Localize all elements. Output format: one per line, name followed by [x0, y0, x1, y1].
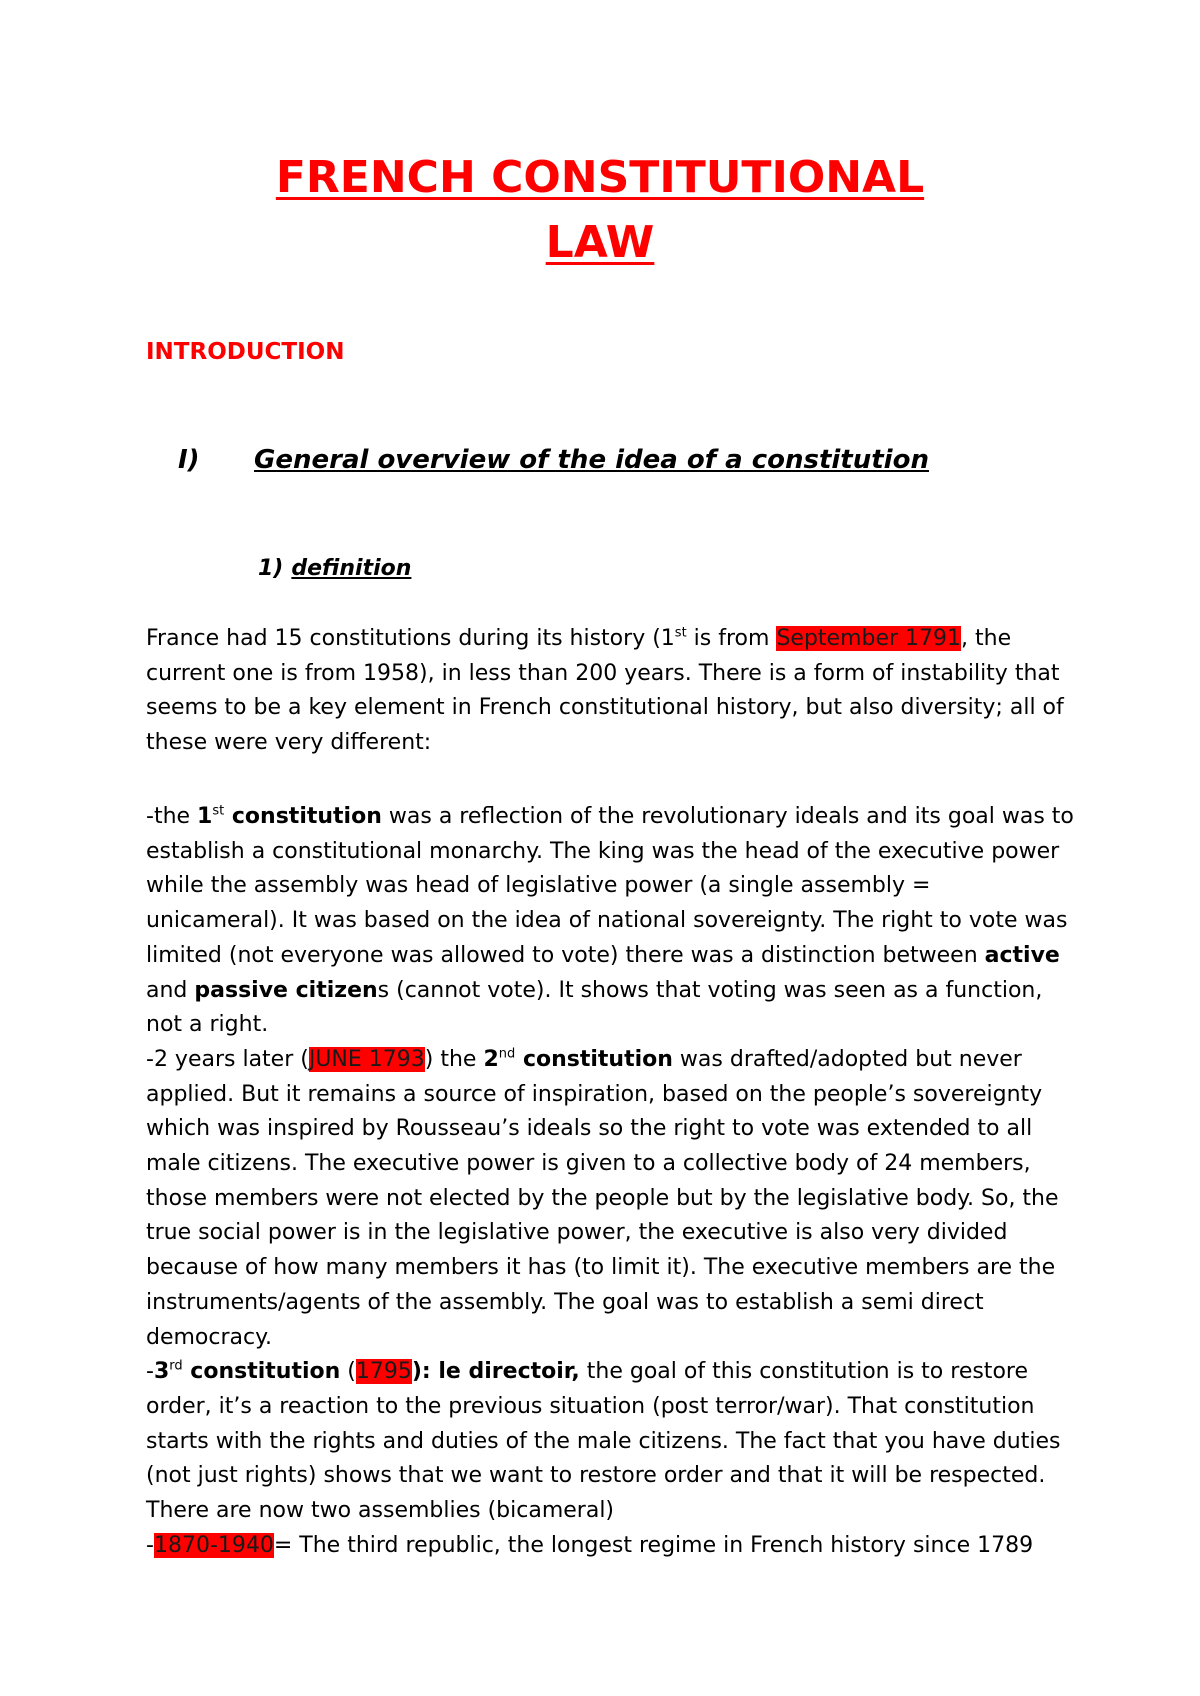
- paragraph-constitutions: [146, 800, 1076, 1563]
- document-title-line-2: LAW: [545, 217, 655, 268]
- text: and: [146, 977, 195, 1003]
- text: -: [146, 1359, 154, 1385]
- paragraph-overview: [146, 622, 1076, 761]
- superscript: st: [674, 625, 687, 641]
- bold-text: 3: [153, 1359, 170, 1385]
- bold-text: active: [984, 942, 1060, 968]
- bold-text: constitution: [224, 804, 382, 829]
- text: was a reflection of the revolutionary ideals and its goal was to establish a constitutional monarchy. The king was the head of the executive power while the assembly was head of legislative power (a single assembly = unicameral). It was based on the idea of national sovereignty. The right to vote was limited (not everyone was allowed to vote) there was a distinction between: [146, 804, 1074, 968]
- highlighted-date: JUNE 1793: [308, 1046, 425, 1072]
- bold-text: constitution: [182, 1359, 341, 1385]
- section-heading: [178, 445, 929, 475]
- superscript: nd: [498, 1046, 516, 1062]
- bold-text: ): le directoir,: [411, 1359, 580, 1385]
- text: -the: [146, 804, 198, 829]
- section-number: I): [178, 445, 200, 475]
- text: France had 15 constitutions during its history (1: [146, 626, 675, 651]
- superscript: rd: [169, 1358, 183, 1374]
- text: -: [146, 1532, 154, 1558]
- text: s (cannot vote). It shows that voting was seen as a function, not a right.: [146, 977, 1043, 1038]
- text: -2 years later (: [146, 1046, 309, 1072]
- text: was drafted/adopted but never applied. But it remains a source of inspiration, based on the people’s sovereignty which was inspired by Rousseau’s ideals so the right to vote was extended to all male citizens. The executive power is given to a collective body of 24 members, those members were not elected by the people but by the legislative body. So, the true social power is in the legislative power, the executive is also very divided because of how many members it has (to limit it). The executive members are the instruments/agents of the assembly. The goal was to establish a semi direct democracy.: [146, 1046, 1059, 1350]
- subsection-heading: [258, 556, 411, 581]
- text: , the current one is from 1958), in less than 200 years. There is a form of instability that seems to be a key element in French constitutional history, but also diversity; all of these were very different:: [146, 626, 1064, 756]
- bold-text: 2: [483, 1046, 499, 1072]
- text: the goal of this constitution is to restore order, it’s a reaction to the previous situation (post terror/war). That constitution starts with the rights and duties of the male citizens. The fact that you have duties (not just rights) shows that we want to restore order and that it will be respected. There are now two assemblies (bicameral): [146, 1359, 1061, 1524]
- subsection-number: 1): [258, 556, 284, 581]
- bold-text: constitution: [515, 1046, 673, 1072]
- section-title: General overview of the idea of a constitution: [254, 445, 929, 475]
- bold-text: passive citizen: [194, 977, 378, 1003]
- text: is from: [686, 626, 777, 651]
- highlighted-date: 1795: [355, 1359, 412, 1385]
- bold-text: 1: [197, 804, 213, 829]
- highlighted-date: 1870-1940: [153, 1532, 274, 1558]
- text: = The third republic, the longest regime in French history since 1789: [273, 1532, 1034, 1558]
- text: ) the: [424, 1046, 484, 1072]
- subsection-title: definition: [291, 556, 412, 581]
- text: (: [340, 1359, 356, 1385]
- highlighted-date: September 1791: [776, 626, 962, 651]
- superscript: st: [212, 803, 225, 819]
- document-title-line-1: FRENCH CONSTITUTIONAL: [275, 152, 925, 203]
- introduction-heading: INTRODUCTION: [146, 339, 345, 365]
